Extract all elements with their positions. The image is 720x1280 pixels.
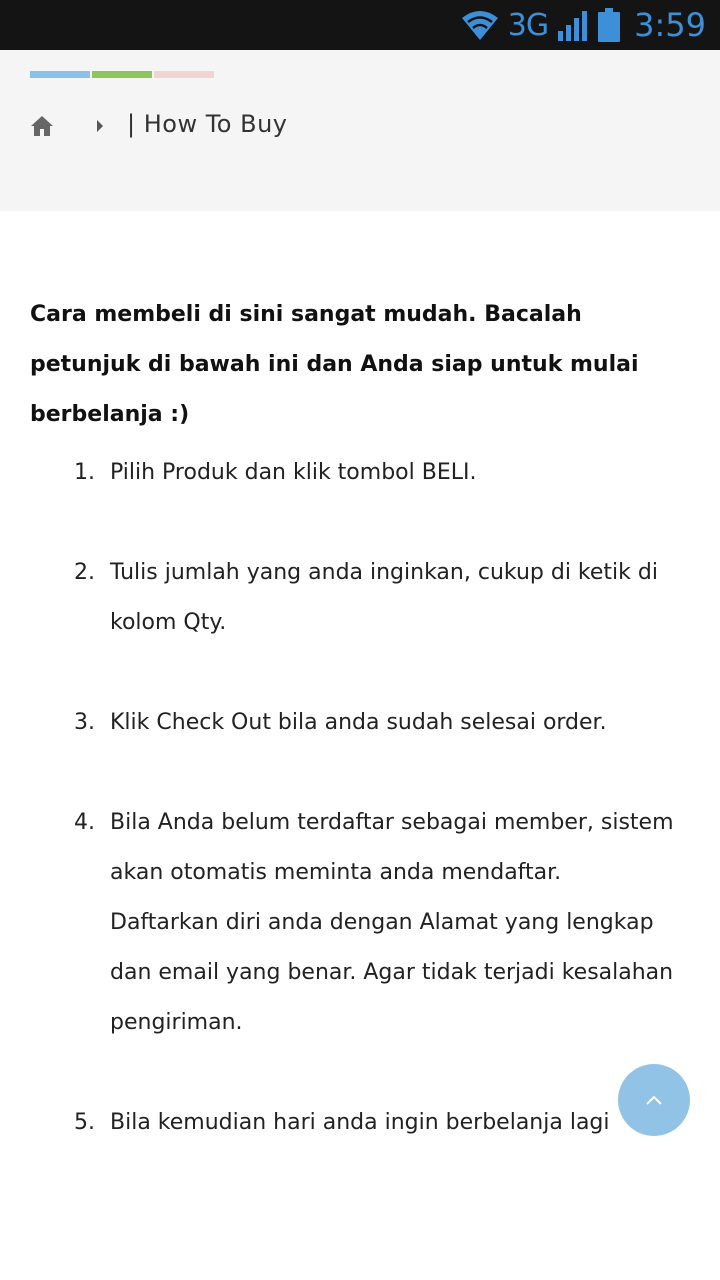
breadcrumb-bar: [0, 50, 720, 211]
step-text: Pilih Produk dan klik tombol BELI.: [110, 460, 477, 485]
status-bar: [0, 0, 720, 50]
strip-segment-pink: [154, 71, 214, 78]
signal-icon: [556, 9, 590, 41]
network-type: 3G: [507, 7, 549, 43]
step-text-continued: Daftarkan diri anda dengan Alamat yang lengkap dan email yang benar. Agar tidak terjadi kesalahan pengiriman.: [110, 910, 674, 1035]
breadcrumb-current: | How To Buy: [127, 110, 288, 138]
step-number: 4.: [74, 810, 95, 835]
step-number: 5.: [74, 1110, 95, 1135]
strip-segment-green: [92, 71, 152, 78]
step-text: Bila Anda belum terdaftar sebagai member, sistem akan otomatis meminta anda mendaftar.: [110, 810, 674, 885]
battery-icon: [598, 8, 620, 42]
step-text: Tulis jumlah yang anda inginkan, cukup di ketik di kolom Qty.: [110, 560, 658, 635]
step-text: Bila kemudian hari anda ingin berbelanja lagi: [110, 1110, 610, 1135]
main-content: [30, 290, 695, 1148]
step-number: 3.: [74, 710, 95, 735]
back-to-top-button[interactable]: [618, 1064, 690, 1136]
steps-list: [30, 448, 695, 1148]
home-icon[interactable]: [30, 115, 54, 137]
step-number: 1.: [74, 460, 95, 485]
wifi-icon: [460, 8, 500, 42]
step-item: [30, 448, 695, 498]
step-item: [30, 1098, 695, 1148]
strip-segment-blue: [30, 71, 90, 78]
chevron-up-icon: [644, 1093, 664, 1107]
step-item: [30, 798, 695, 1048]
step-item: [30, 548, 695, 648]
intro-text: Cara membeli di sini sangat mudah. Bacalah petunjuk di bawah ini dan Anda siap untuk mulai berbelanja :): [30, 302, 639, 427]
step-item: [30, 698, 695, 748]
step-text: Klik Check Out bila anda sudah selesai order.: [110, 710, 607, 735]
step-number: 2.: [74, 560, 95, 585]
caret-right-icon: [95, 119, 105, 133]
clock: 3:59: [634, 6, 706, 44]
